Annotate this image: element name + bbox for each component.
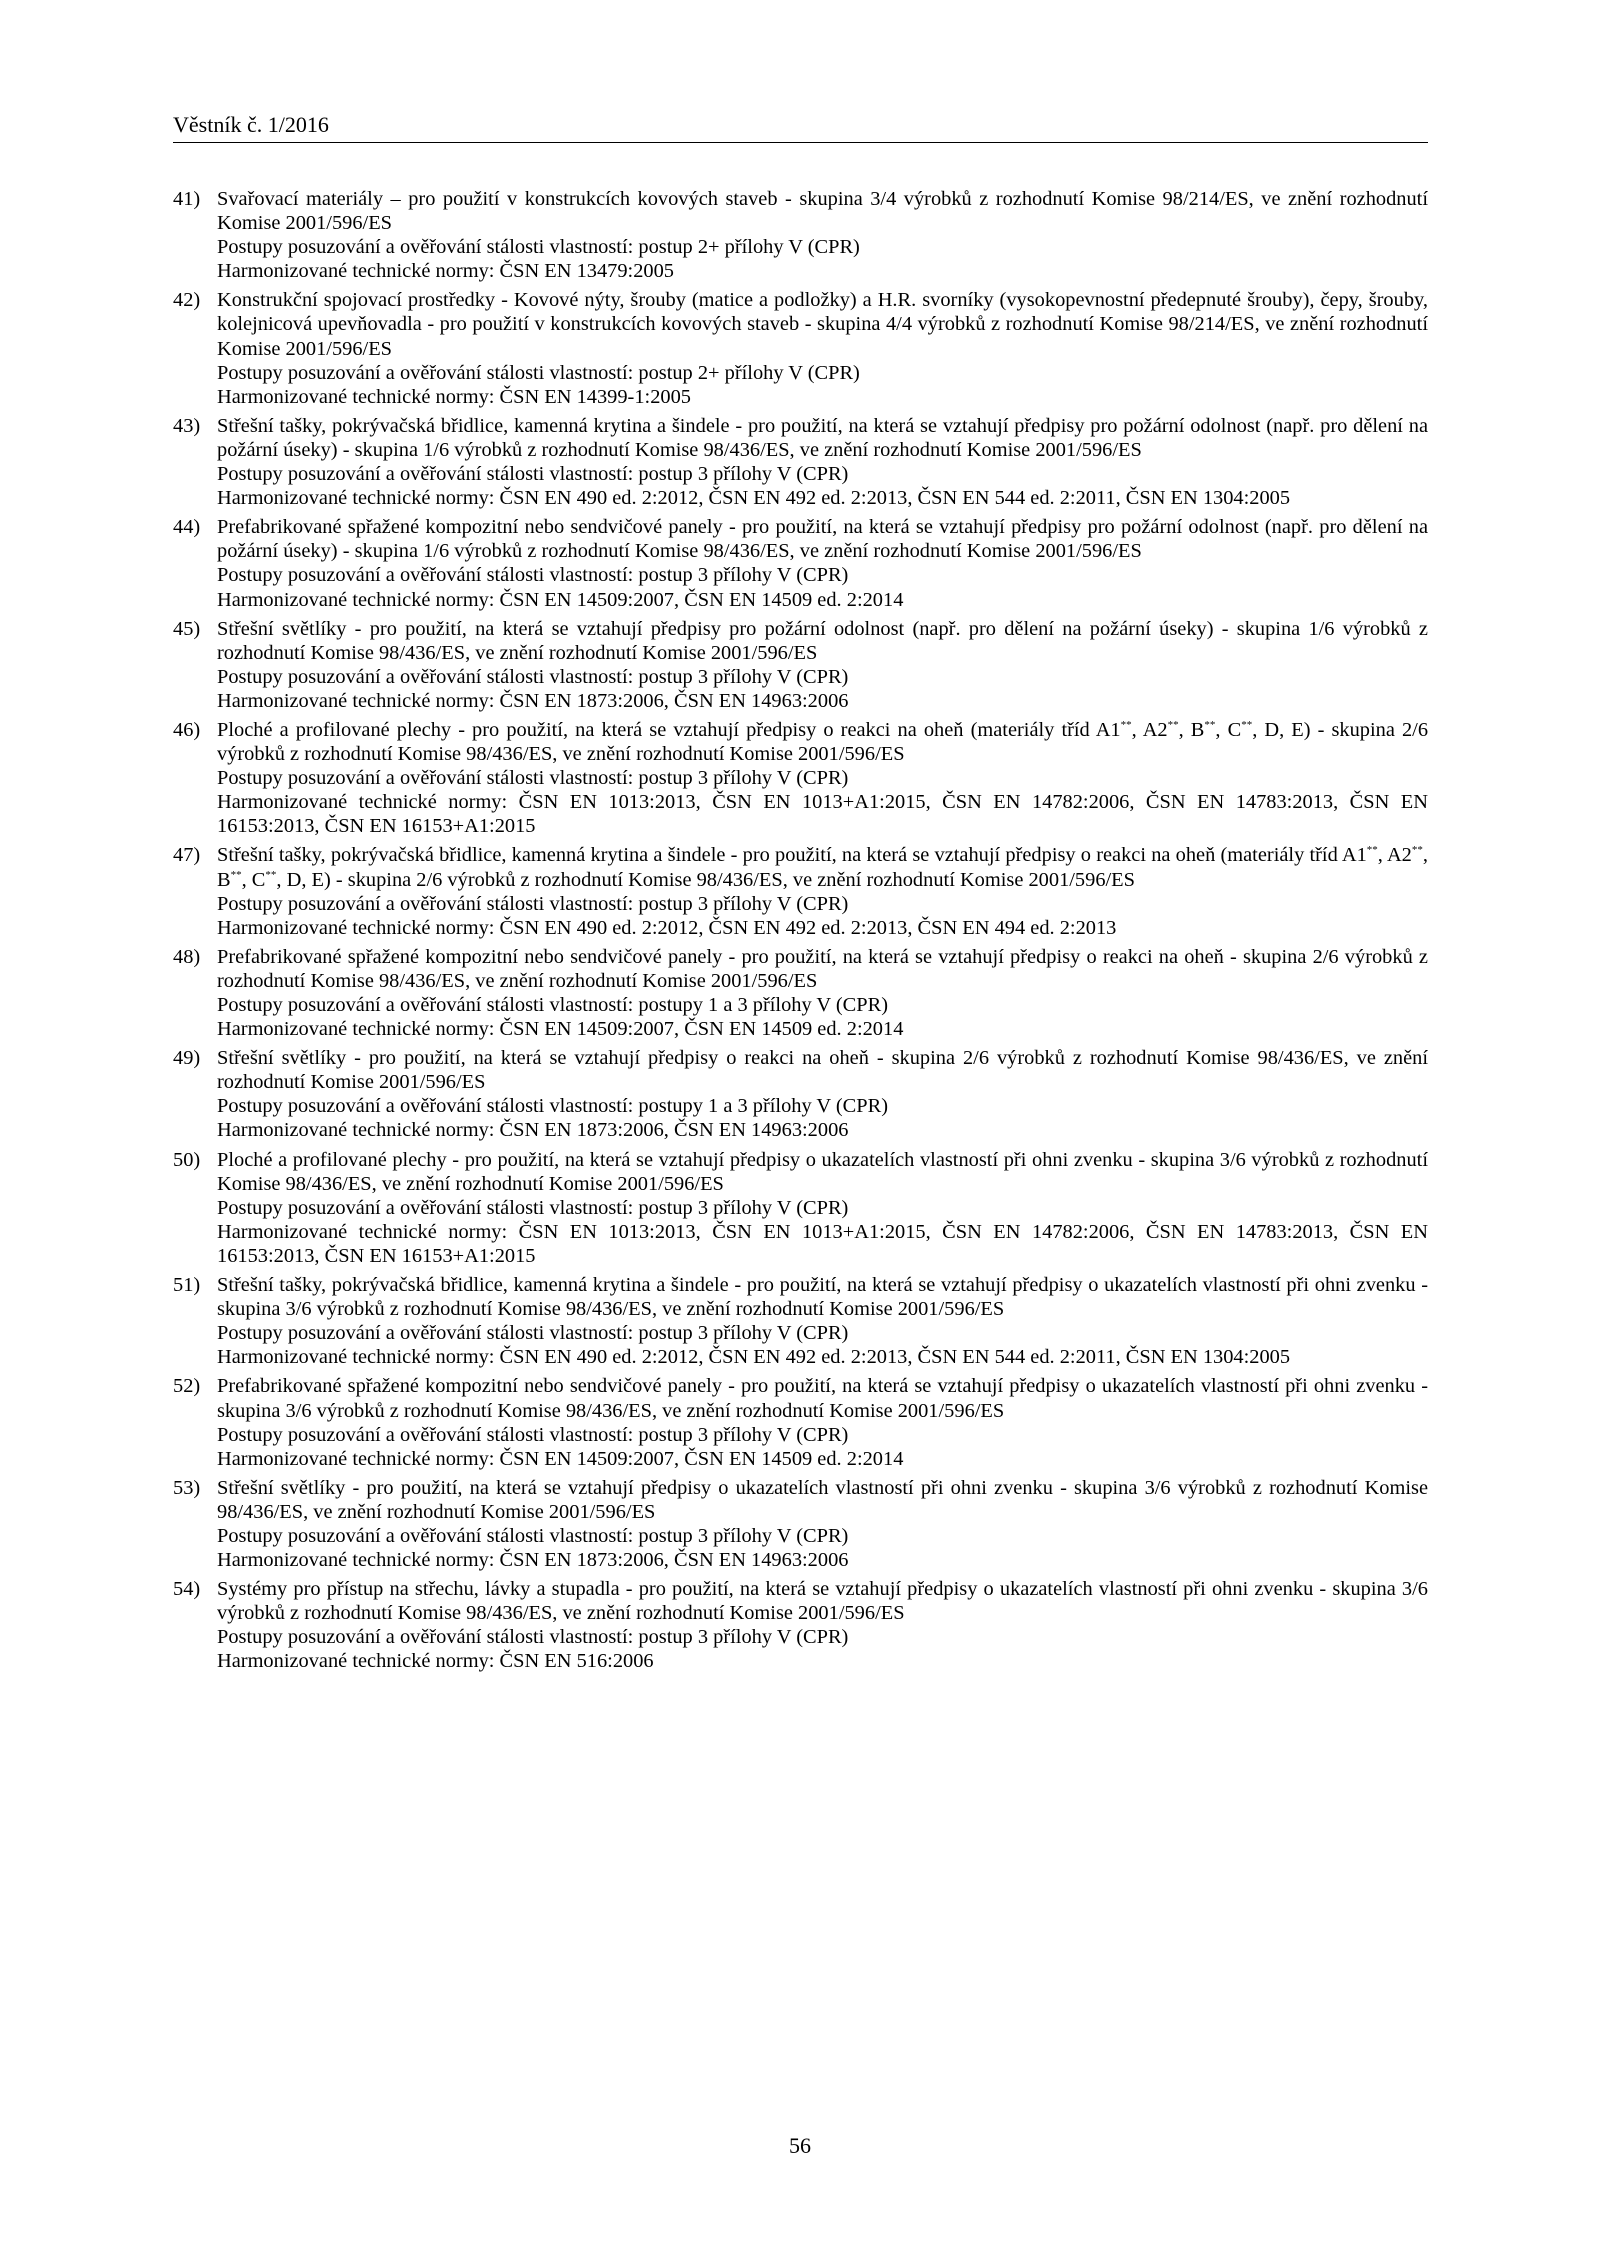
page-header <box>173 112 1428 143</box>
list-item <box>173 414 1428 510</box>
item-description: Střešní tašky, pokrývačská břidlice, kamenná krytina a šindele - pro použití, na která se vztahují předpisy pro požární odolnost (např. pro dělení na požární úseky) - skupina 1/6 výrobků z rozhodnutí Komise 98/436/ES, ve znění rozhodnutí Komise 2001/596/ES <box>217 414 1428 461</box>
description-fragment: , C <box>1215 718 1242 741</box>
item-description: Střešní světlíky - pro použití, na která se vztahují předpisy o reakci na oheň - skupina 2/6 výrobků z rozhodnutí Komise 98/436/ES, ve znění rozhodnutí Komise 2001/596/ES <box>217 1047 1428 1094</box>
list-item <box>173 187 1428 283</box>
footnote-marker: ** <box>1411 844 1423 857</box>
header-divider <box>173 142 1428 143</box>
description-fragment: , D, E) - skupina 2/6 výrobků z rozhodnutí Komise 98/436/ES, ve znění rozhodnutí Komise 2001/596/ES <box>217 718 1429 766</box>
assessment-procedure: Postupy posuzování a ověřování stálosti vlastností: postup 2+ přílohy V (CPR) <box>217 361 860 384</box>
item-description <box>217 718 1428 766</box>
item-description: Prefabrikované spřažené kompozitní nebo sendvičové panely - pro použití, na která se vztahují předpisy o reakci na oheň - skupina 2/6 výrobků z rozhodnutí Komise 98/436/ES, ve znění rozhodnutí Komise 2001/596/ES <box>217 945 1428 992</box>
description-fragment: , B <box>1178 718 1205 741</box>
list-item <box>173 1374 1428 1470</box>
item-description: Střešní světlíky - pro použití, na která se vztahují předpisy o ukazatelích vlastností při ohni zvenku - skupina 3/6 výrobků z rozhodnutí Komise 98/436/ES, ve znění rozhodnutí Komise 2001/596/ES <box>217 1476 1428 1523</box>
list-item <box>173 1148 1428 1268</box>
item-number: 45) <box>173 617 201 640</box>
list-item <box>173 1273 1428 1369</box>
item-number: 43) <box>173 414 201 437</box>
item-number: 48) <box>173 945 201 968</box>
item-number: 42) <box>173 289 201 312</box>
item-number: 51) <box>173 1274 201 1297</box>
assessment-procedure: Postupy posuzování a ověřování stálosti vlastností: postupy 1 a 3 přílohy V (CPR) <box>217 994 888 1016</box>
harmonized-norms: Harmonizované technické normy: ČSN EN 490 ed. 2:2012, ČSN EN 492 ed. 2:2013, ČSN EN 544 ed. 2:2011, ČSN EN 1304:2005 <box>217 1346 1291 1369</box>
list-item <box>173 515 1428 611</box>
item-description <box>217 843 1428 891</box>
assessment-procedure: Postupy posuzování a ověřování stálosti vlastností: postup 3 přílohy V (CPR) <box>217 892 849 915</box>
harmonized-norms: Harmonizované technické normy: ČSN EN 13479:2005 <box>217 260 674 283</box>
description-fragment: , D, E) - skupina 2/6 výrobků z rozhodnutí Komise 98/436/ES, ve znění rozhodnutí Komise 2001/596/ES <box>276 868 1135 891</box>
harmonized-norms: Harmonizované technické normy: ČSN EN 1873:2006, ČSN EN 14963:2006 <box>217 1549 849 1572</box>
list-item <box>173 1476 1428 1572</box>
description-fragment: Střešní tašky, pokrývačská břidlice, kamenná krytina a šindele - pro použití, na která se vztahují předpisy o reakci na oheň (materiály tříd A1 <box>217 844 1367 867</box>
harmonized-norms: Harmonizované technické normy: ČSN EN 490 ed. 2:2012, ČSN EN 492 ed. 2:2013, ČSN EN 494 ed. 2:2013 <box>217 916 1117 939</box>
assessment-procedure: Postupy posuzování a ověřování stálosti vlastností: postup 3 přílohy V (CPR) <box>217 1626 849 1649</box>
item-description: Konstrukční spojovací prostředky - Kovové nýty, šrouby (matice a podložky) a H.R. svorníky (vysokopevnostní předepnuté šrouby), čepy, šrouby, kolejnicová upevňovadla - pro použití v konstrukcích kovových staveb - skupina 4/4 výrobků z rozhodnutí Komise 98/214/ES, ve znění rozhodnutí Komise 2001/596/ES <box>217 289 1428 360</box>
list-item <box>173 718 1428 838</box>
harmonized-norms: Harmonizované technické normy: ČSN EN 14509:2007, ČSN EN 14509 ed. 2:2014 <box>217 1447 904 1470</box>
item-number: 52) <box>173 1375 201 1398</box>
item-number: 54) <box>173 1578 201 1601</box>
footnote-marker: ** <box>1366 844 1378 857</box>
footnote-marker: ** <box>1167 719 1179 732</box>
harmonized-norms: Harmonizované technické normy: ČSN EN 1873:2006, ČSN EN 14963:2006 <box>217 689 849 712</box>
harmonized-norms: Harmonizované technické normy: ČSN EN 14399-1:2005 <box>217 385 691 408</box>
footnote-marker: ** <box>230 868 242 881</box>
assessment-procedure: Postupy posuzování a ověřování stálosti vlastností: postup 3 přílohy V (CPR) <box>217 1524 849 1547</box>
assessment-procedure: Postupy posuzování a ověřování stálosti vlastností: postup 3 přílohy V (CPR) <box>217 463 849 486</box>
list-item <box>173 1046 1428 1142</box>
description-fragment: , B <box>217 844 1428 891</box>
list-item <box>173 288 1428 408</box>
item-number: 46) <box>173 718 201 741</box>
item-number: 44) <box>173 516 201 539</box>
harmonized-norms: Harmonizované technické normy: ČSN EN 1013:2013, ČSN EN 1013+A1:2015, ČSN EN 14782:2006, ČSN EN 14783:2013, ČSN EN 16153:2013, ČSN EN 16153+A1:2015 <box>217 1220 1428 1267</box>
list-item <box>173 1577 1428 1673</box>
assessment-procedure: Postupy posuzování a ověřování stálosti vlastností: postup 3 přílohy V (CPR) <box>217 564 849 587</box>
item-description: Střešní tašky, pokrývačská břidlice, kamenná krytina a šindele - pro použití, na která se vztahují předpisy o ukazatelích vlastností při ohni zvenku - skupina 3/6 výrobků z rozhodnutí Komise 98/436/ES, ve znění rozhodnutí Komise 2001/596/ES <box>217 1274 1428 1321</box>
item-description: Prefabrikované spřažené kompozitní nebo sendvičové panely - pro použití, na která se vztahují předpisy pro požární odolnost (např. pro dělení na požární úseky) - skupina 1/6 výrobků z rozhodnutí Komise 98/436/ES, ve znění rozhodnutí Komise 2001/596/ES <box>217 516 1428 563</box>
item-description: Prefabrikované spřažené kompozitní nebo sendvičové panely - pro použití, na která se vztahují předpisy o ukazatelích vlastností při ohni zvenku - skupina 3/6 výrobků z rozhodnutí Komise 98/436/ES, ve znění rozhodnutí Komise 2001/596/ES <box>217 1375 1428 1422</box>
item-number: 47) <box>173 844 201 867</box>
list-item <box>173 617 1428 713</box>
page-number: 56 <box>789 2133 811 2158</box>
description-fragment: , A2 <box>1131 718 1168 741</box>
assessment-procedure: Postupy posuzování a ověřování stálosti vlastností: postupy 1 a 3 přílohy V (CPR) <box>217 1095 888 1118</box>
description-fragment: Ploché a profilované plechy - pro použití, na která se vztahují předpisy o reakci na oheň (materiály tříd A1 <box>217 718 1121 741</box>
harmonized-norms: Harmonizované technické normy: ČSN EN 14509:2007, ČSN EN 14509 ed. 2:2014 <box>217 1018 904 1041</box>
description-fragment: , A2 <box>1377 844 1412 867</box>
assessment-procedure: Postupy posuzování a ověřování stálosti vlastností: postup 2+ přílohy V (CPR) <box>217 236 860 259</box>
item-description: Svařovací materiály – pro použití v konstrukcích kovových staveb - skupina 3/4 výrobků z rozhodnutí Komise 98/214/ES, ve znění rozhodnutí Komise 2001/596/ES <box>217 188 1428 235</box>
item-number: 41) <box>173 188 201 210</box>
assessment-procedure: Postupy posuzování a ověřování stálosti vlastností: postup 3 přílohy V (CPR) <box>217 1322 849 1345</box>
description-fragment: , C <box>241 868 266 891</box>
harmonized-norms: Harmonizované technické normy: ČSN EN 1873:2006, ČSN EN 14963:2006 <box>217 1119 849 1142</box>
item-number: 53) <box>173 1476 201 1499</box>
harmonized-norms: Harmonizované technické normy: ČSN EN 516:2006 <box>217 1650 654 1673</box>
document-body <box>173 187 1428 1679</box>
assessment-procedure: Postupy posuzování a ověřování stálosti vlastností: postup 3 přílohy V (CPR) <box>217 1423 849 1446</box>
item-number: 50) <box>173 1148 201 1171</box>
footnote-marker: ** <box>1241 719 1253 732</box>
list-item <box>173 945 1428 1041</box>
footnote-marker: ** <box>1204 719 1216 732</box>
item-description: Systémy pro přístup na střechu, lávky a stupadla - pro použití, na která se vztahují předpisy o ukazatelích vlastností při ohni zvenku - skupina 3/6 výrobků z rozhodnutí Komise 98/436/ES, ve znění rozhodnutí Komise 2001/596/ES <box>217 1578 1428 1625</box>
item-description: Střešní světlíky - pro použití, na která se vztahují předpisy pro požární odolnost (např. pro dělení na požární úseky) - skupina 1/6 výrobků z rozhodnutí Komise 98/436/ES, ve znění rozhodnutí Komise 2001/596/ES <box>217 617 1428 664</box>
list-item <box>173 843 1428 939</box>
assessment-procedure: Postupy posuzování a ověřování stálosti vlastností: postup 3 přílohy V (CPR) <box>217 665 849 688</box>
assessment-procedure: Postupy posuzování a ověřování stálosti vlastností: postup 3 přílohy V (CPR) <box>217 767 849 790</box>
harmonized-norms: Harmonizované technické normy: ČSN EN 14509:2007, ČSN EN 14509 ed. 2:2014 <box>217 588 904 611</box>
footnote-marker: ** <box>1120 719 1132 732</box>
journal-title: Věstník č. 1/2016 <box>173 112 329 137</box>
assessment-procedure: Postupy posuzování a ověřování stálosti vlastností: postup 3 přílohy V (CPR) <box>217 1196 849 1219</box>
harmonized-norms: Harmonizované technické normy: ČSN EN 490 ed. 2:2012, ČSN EN 492 ed. 2:2013, ČSN EN 544 ed. 2:2011, ČSN EN 1304:2005 <box>217 487 1291 510</box>
item-description: Ploché a profilované plechy - pro použití, na která se vztahují předpisy o ukazatelích vlastností při ohni zvenku - skupina 3/6 výrobků z rozhodnutí Komise 98/436/ES, ve znění rozhodnutí Komise 2001/596/ES <box>217 1148 1428 1195</box>
item-number: 49) <box>173 1047 201 1070</box>
footnote-marker: ** <box>265 868 277 881</box>
harmonized-norms: Harmonizované technické normy: ČSN EN 1013:2013, ČSN EN 1013+A1:2015, ČSN EN 14782:2006, ČSN EN 14783:2013, ČSN EN 16153:2013, ČSN EN 16153+A1:2015 <box>217 791 1428 838</box>
